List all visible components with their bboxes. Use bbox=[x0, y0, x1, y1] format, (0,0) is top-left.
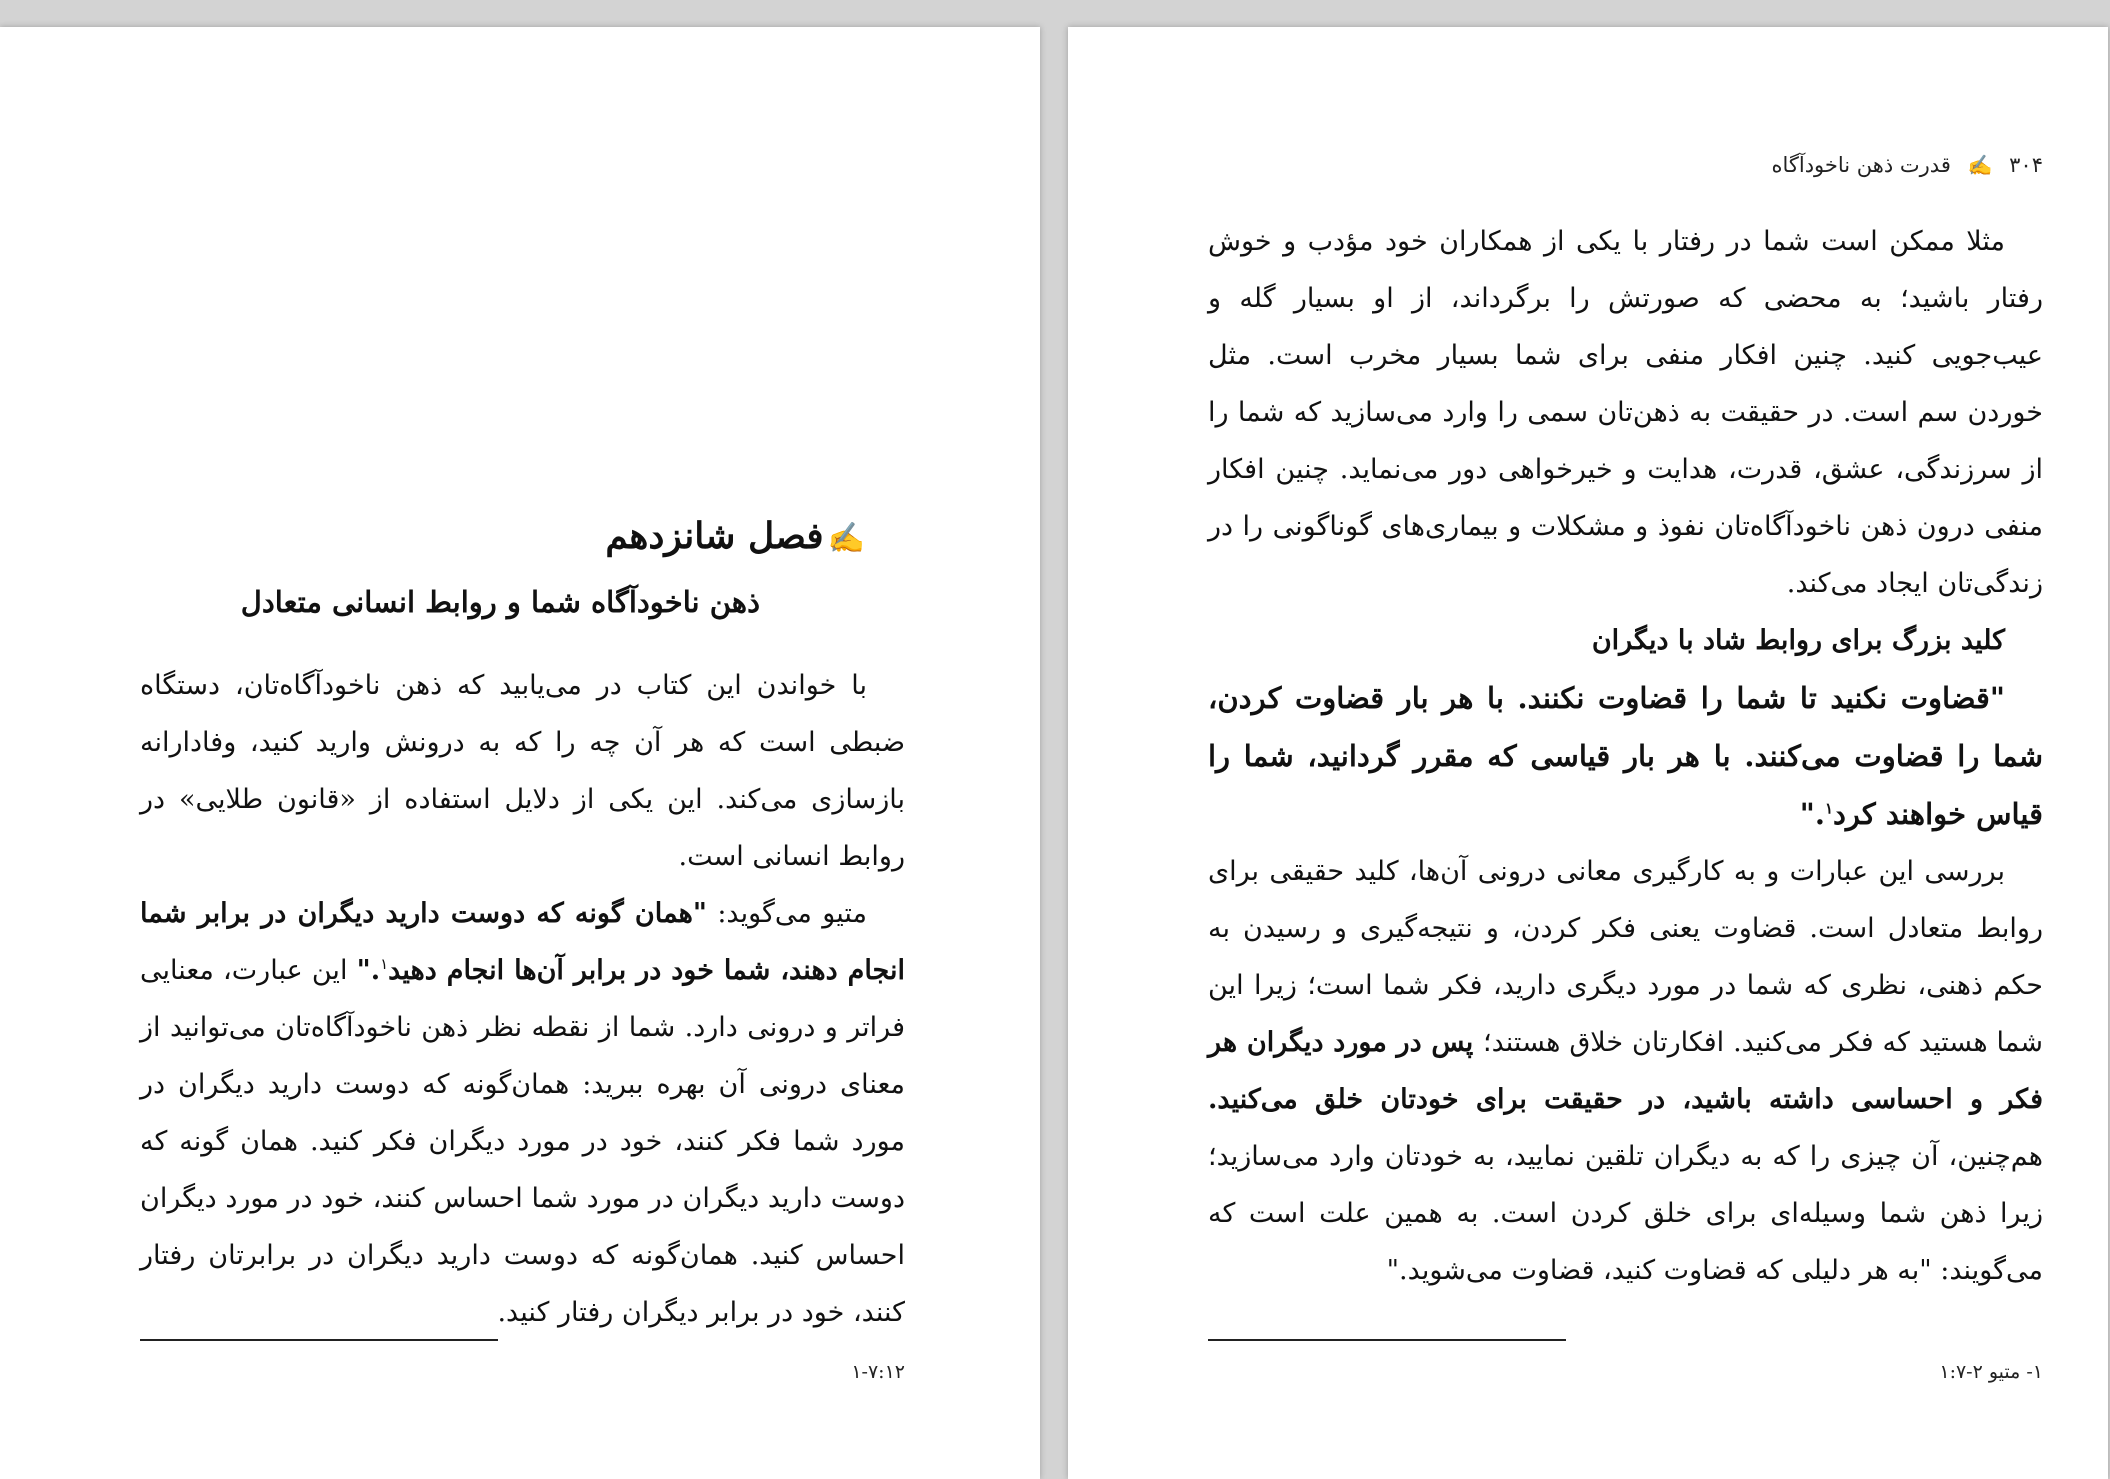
quote-text: "قضاوت نکنید تا شما را قضاوت نکنند. با هر بار قضاوت کردن، شما را قضاوت می‌کنند. با هر بار قیاسی که مقرر گردانید، شما را قیاس خواهند کرد bbox=[1208, 681, 2043, 831]
footnote-divider bbox=[140, 1339, 498, 1341]
paragraph-text: هم‌چنین، آن چیزی را که به دیگران تلقین نمایید، به خودتان وارد می‌سازید؛ زیرا ذهن شما وسیله‌ای برای خلق کردن است. به همین علت است که می‌گویند: "به هر دلیلی که قضاوت کنید، قضاوت می‌شوید." bbox=[1208, 1141, 2043, 1286]
section-heading: کلید بزرگ برای روابط شاد با دیگران bbox=[1591, 625, 2005, 656]
page-number: ۳۰۴ bbox=[2009, 153, 2043, 177]
page-body bbox=[1208, 213, 2043, 1299]
footnote: ۱- متیو ۲-۱:۷ bbox=[1939, 1361, 2043, 1383]
quote-end: ." bbox=[1799, 797, 1825, 831]
body-paragraph: مثلا ممکن است شما در رفتار با یکی از همکاران خود مؤدب و خوش رفتار باشید؛ به محضی که صورتش را برگرداند، از او بسیار گله و عیب‌جویی کنید. چنین افکار منفی برای شما بسیار مخرب است. مثل خوردن سم است. در حقیقت به ذهن‌تان سمی را وارد می‌سازید که شما را از سرزندگی، عشق، قدرت، هدایت و خیرخواهی دور می‌نماید. چنین افکار منفی درون ذهن ناخودآگاه‌تان نفوذ و مشکلات و بیماری‌های گوناگونی را در زندگی‌تان ایجاد می‌کند. bbox=[1208, 226, 2043, 599]
footnote-divider bbox=[1208, 1339, 1566, 1341]
running-header bbox=[1358, 153, 2043, 177]
bible-quote bbox=[1208, 669, 2043, 843]
chapter-16-page bbox=[0, 27, 1040, 1479]
paragraph-text: این عبارت، معنایی فراتر و درونی دارد. شما از نقطه نظر ذهن ناخودآگاه‌تان می‌توانید از معنای درونی آن بهره ببرید: همان‌گونه که دوست دارید دیگران در مورد شما فکر کنند، خود در مورد دیگران فکر کنید. همان گونه که دوست دارید دیگران در مورد شما احساس کنند، خود در مورد دیگران احساس کنید. همان‌گونه که دوست دارید دیگران در برابرتان رفتار کنند، خود در برابر دیگران رفتار کنید. bbox=[140, 955, 905, 1328]
golden-rule-quote: "همان گونه که دوست دارید دیگران در برابر شما انجام دهند، شما خود در برابر آن‌ها انجام دهید bbox=[140, 898, 906, 986]
body-paragraph bbox=[1208, 843, 2043, 1299]
page-304 bbox=[1068, 27, 2108, 1479]
book-title: قدرت ذهن ناخودآگاه bbox=[1771, 153, 1951, 177]
page-body bbox=[140, 657, 905, 1341]
footnote: ۱-۷:۱۲ bbox=[851, 1361, 905, 1383]
quill-icon: ✍ bbox=[827, 521, 865, 556]
body-paragraph bbox=[140, 885, 905, 1341]
paragraph-text: بررسی این عبارات و به کارگیری معانی درونی آن‌ها، کلید حقیقی برای روابط متعادل است. قضاوت یعنی فکر کردن، و نتیجه‌گیری و رسیدن به حکم ذهنی، نظری که شما در مورد دیگری دارید، فکر شما است؛ زیرا این شما هستید که فکر می‌کنید. افکارتان خلاق هستند؛ bbox=[1208, 856, 2043, 1058]
emphasis-text: پس در مورد دیگران هر فکر و احساسی داشته باشید، در حقیقت برای خودتان خلق می‌کنید. bbox=[1208, 1027, 2043, 1115]
chapter-subtitle: ذهن ناخودآگاه شما و روابط انسانی متعادل bbox=[240, 585, 760, 619]
footnote-ref[interactable]: ۱ bbox=[380, 955, 389, 973]
chapter-title-text: فصل شانزدهم bbox=[605, 515, 824, 557]
paragraph-text: متیو می‌گوید: bbox=[706, 898, 867, 929]
quote-end: ." bbox=[356, 955, 381, 986]
footnote-ref[interactable]: ۱ bbox=[1824, 799, 1833, 818]
quill-icon: ✍ bbox=[1967, 153, 1993, 177]
body-paragraph: با خواندن این کتاب در می‌یابید که ذهن ناخودآگاه‌تان، دستگاه ضبطی است که هر آن چه را که به درونش وارید کنید، وفادارانه بازسازی می‌کند. این یکی از دلایل استفاده از «قانون طلایی» در روابط انسانی است. bbox=[140, 670, 905, 872]
chapter-title bbox=[140, 515, 865, 557]
